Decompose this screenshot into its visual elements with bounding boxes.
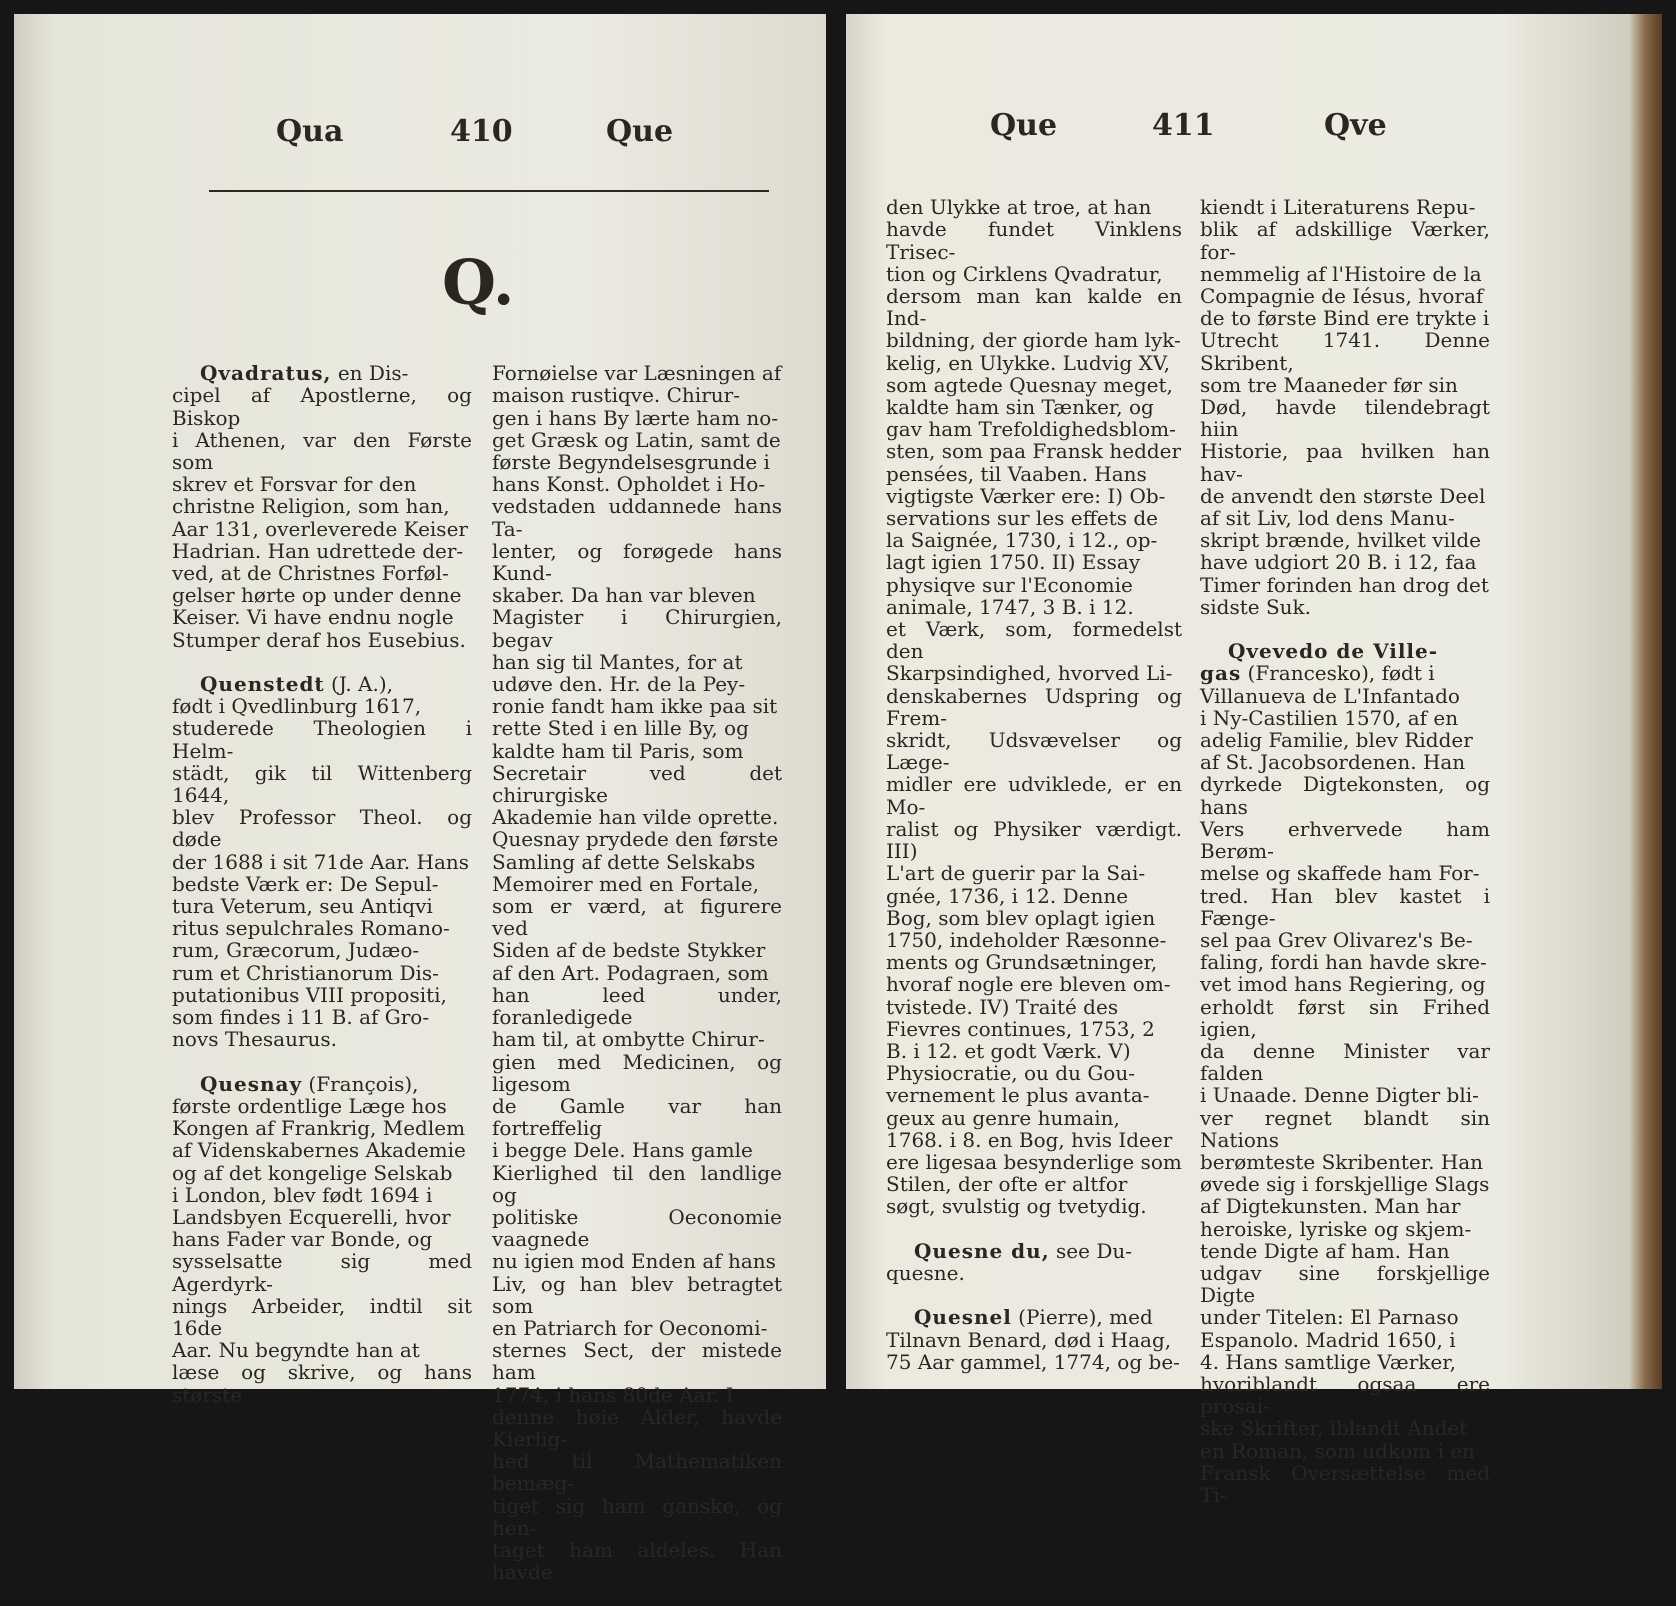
right-page-number: 411 [1152, 108, 1215, 143]
left-column-1 [172, 340, 472, 1428]
right-column-1 [886, 174, 1182, 1395]
section-letter: Q. [442, 246, 515, 319]
right-column-2 [1200, 174, 1490, 1528]
right-page [846, 14, 1662, 1507]
header-rule [209, 190, 769, 192]
left-column-2 [492, 340, 782, 1606]
entry-qvadratus: Qvadratus, en Dis- cipel af Apostlerne, og Biskop i Athenen, var den Første som skrev et Forsvar for den christne Religion, som han, Aar 131, overleverede Keiser Hadrian. Han udrettede der- ved, at de Christnes Forføl- gelser hørte op under denne Keiser. Vi have endnu nogle Stumper deraf hos Eusebius. [172, 361, 472, 652]
entry-quesnay-continued: Fornøielse var Læsningen af maison rustiqve. Chirur- gen i hans By lærte ham no- get Græsk og Latin, samt de første Begyndelsesgrunde i hans Konst. Opholdet i Ho- vedstaden uddannede hans Ta- lenter, og forøgede hans Kund- skaber. Da han var bleven Magister i Chirurgien, begav han sig til Mantes, for at udøve den. Hr. de la Pey- ronie fandt ham ikke paa sit rette Sted i en lille By, og kaldte ham til Paris, som Secretair ved det chirurgiske Akademie han vilde oprette. Quesnay prydede den første Samling af dette Selskabs Memoirer med en Fortale, som er værd, at figurere ved Siden af de bedste Stykker af den Art. Podagraen, som han leed under, foranledigede ham til, at ombytte Chirur- gien med Medicinen, og ligesom de Gamle var han fortreffelig i begge Dele. Hans gamle Kierlighed til den landlige og politiske Oeconomie vaagnede nu igien mod Enden af hans Liv, og han blev betragtet som en Patriarch for Oeconomi- sternes Sect, der mistede ham 1774, i hans 80de Aar. I denne høie Alder, havde Kierlig- hed til Mathematiken bemæg- tiget sig ham ganske, og hen- taget ham aldeles. Han havde [492, 361, 782, 1585]
entry-quesnel: Quesnel (Pierre), med Tilnavn Benard, død i Haag, 75 Aar gammel, 1774, og be- [886, 1305, 1180, 1374]
right-header-left: Que [990, 108, 1058, 143]
left-page-number: 410 [450, 114, 513, 149]
left-header-right: Que [606, 114, 674, 149]
entry-quesnel-continued: kiendt i Literaturens Repu- blik af adskillige Værker, for- nemmelig af l'Histoire de la Compagnie de Iésus, hvoraf de to første Bind ere trykte i Utrecht 1741. Denne Skribent, som tre Maaneder før sin Død, havde tilendebragt hiin Historie, paa hvilken han hav- de anvendt den største Deel af sit Liv, lod dens Manu- skript brænde, hvilket vilde have udgiort 20 B. i 12, faa Timer forinden han drog det sidste Suk. [1200, 195, 1490, 619]
right-running-header [846, 108, 1662, 158]
entry-quesnay-end: den Ulykke at troe, at han havde fundet Vinklens Trisec- tion og Cirklens Qvadratur, dersom man kan kalde en Ind- bildning, der giorde ham lyk- kelig, en Ulykke. Ludvig XV, som agtede Quesnay meget, kaldte ham sin Tænker, og gav ham Trefoldighedsblom- sten, som paa Fransk hedder pensées, til Vaaben. Hans vigtigste Værker ere: I) Ob- servations sur les effets de la Saignée, 1730, i 12., op- lagt igien 1750. II) Essay physiqve sur l'Economie animale, 1747, 3 B. i 12. et Værk, som, formedelst den Skarpsindighed, hvorved Li- denskabernes Udspring og Frem- skridt, Udsvævelser og Læge- midler ere udviklede, er en Mo- ralist og Physiker værdigt. III) L'art de guerir par la Sai- gnée, 1736, i 12. Denne Bog, som blev oplagt igien 1750, indeholder Ræsonne- ments og Grundsætninger, hvoraf nogle ere bleven om- tvistede. IV) Traité des Fievres continues, 1753, 2 B. i 12. et godt Værk. V) Physiocratie, ou du Gou- vernement le plus avanta- geux au genre humain, 1768. i 8. en Bog, hvis Ideer ere ligesaa besynderlige som Stilen, der ofte er altfor søgt, svulstig og tvetydig. [886, 195, 1182, 1219]
left-running-header [14, 114, 826, 164]
left-header-left: Qua [276, 114, 344, 149]
entry-quesnay: Quesnay (François), første ordentlige Læge hos Kongen af Frankrig, Medlem af Videnskabernes Akademie og af det kongelige Selskab i London, blev født 1694 i Landsbyen Ecquerelli, hvor hans Fader var Bonde, og sysselsatte sig med Agerdyrk- nings Arbeider, indtil sit 16de Aar. Nu begyndte han at læse og skrive, og hans største [172, 1071, 472, 1407]
entry-quenstedt: Quenstedt (J. A.), født i Qvedlinburg 1617, studerede Theologien i Helm- städt, gik til Wittenberg 1644, blev Professor Theol. og døde der 1688 i sit 71de Aar. Hans bedste Værk er: De Sepul- tura Veterum, seu Antiqvi ritus sepulchrales Romano- rum, Græcorum, Judæo- rum et Christianorum Dis- putationibus VIII propositi, som findes i 11 B. af Gro- novs Thesaurus. [172, 672, 472, 1052]
entry-qvevedo: Qvevedo de Ville- gas (Francesko), født i Villanueva de L'Infantado i Ny-Castilien 1570, af en adelig Familie, blev Ridder af St. Jacobsordenen. Han dyrkede Digtekonsten, og hans Vers erhvervede ham Berøm- melse og skaffede ham For- tred. Han blev kastet i Fænge- sel paa Grev Olivarez's Be- faling, fordi han havde skre- vet imod hans Regiering, og erholdt først sin Frihed igien, da denne Minister var falden i Unaade. Denne Digter bli- ver regnet blandt sin Nations berømteste Skribenter. Han øvede sig i forskjellige Slags af Digtekunsten. Man har heroiske, lyriske og skjem- tende Digte af ham. Han udgav sine forskjellige Digte under Titelen: El Parnaso Espanolo. Madrid 1650, i 4. Hans samtlige Værker, hvoriblandt ogsaa ere prosai- ske Skrifter, iblandt Andet en Roman, som udkom i en Fransk Oversættelse med Ti- [1200, 639, 1490, 1507]
entry-quesne-du: Quesne du, see Du- quesne. [886, 1238, 1132, 1285]
right-header-right: Qve [1324, 108, 1387, 143]
left-page [14, 14, 826, 1585]
